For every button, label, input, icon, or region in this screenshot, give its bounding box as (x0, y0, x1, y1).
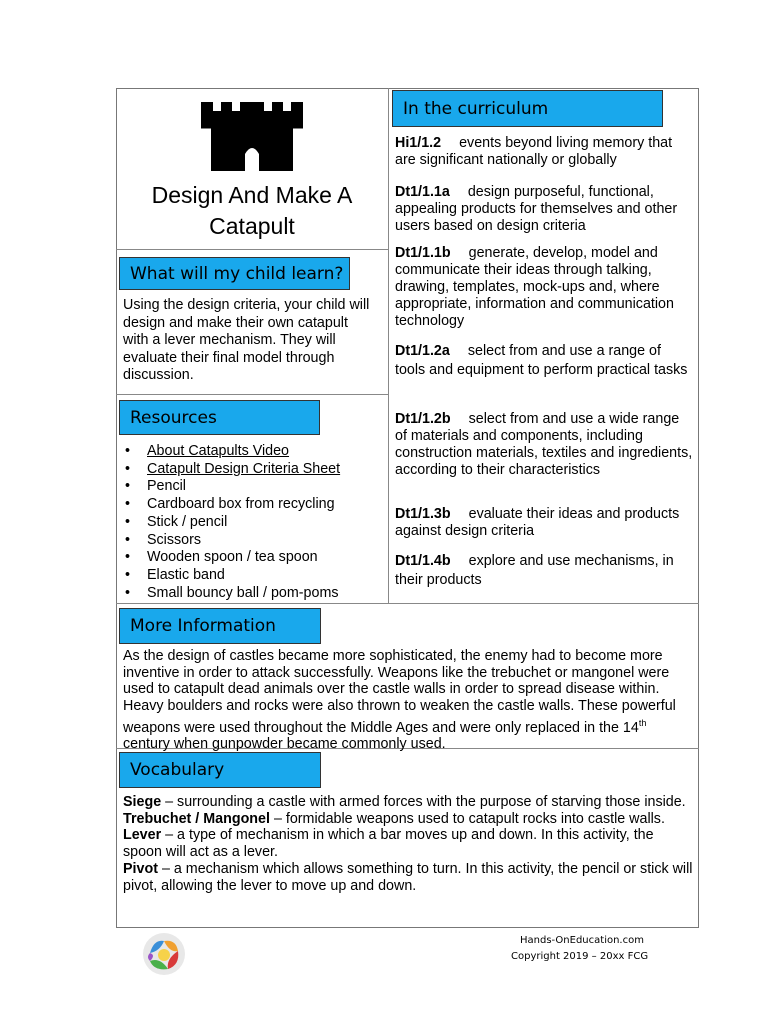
title-divider (116, 249, 388, 250)
resources-divider (116, 603, 699, 604)
list-item: • Cardboard box from recycling (122, 496, 340, 514)
resource-link-criteria-sheet[interactable]: • Catapult Design Criteria Sheet (122, 461, 340, 479)
curriculum-heading: In the curriculum (392, 90, 663, 127)
curriculum-item: Dt1/1.1b generate, develop, model and communicate their ideas through talking, drawing, templates, mock-ups and, where appropriate, information and communication technology (395, 245, 674, 329)
resources-heading: Resources (119, 400, 320, 435)
page-title: Design And Make A Catapult (151, 182, 353, 239)
list-item: • Scissors (122, 532, 340, 550)
vocabulary-entry: Trebuchet / Mangonel – formidable weapons used to catapult rocks into castle walls. (123, 810, 665, 827)
learn-heading: What will my child learn? (119, 257, 350, 290)
curriculum-item: Dt1/1.4b explore and use mechanisms, in their products (395, 553, 674, 588)
vocabulary-entry: Pivot – a mechanism which allows something to turn. In this activity, the pencil or stick will pivot, allowing the lever to move up and down. (123, 860, 693, 894)
curriculum-item: Dt1/1.1a design purposeful, functional, appealing products for themselves and other users based on design criteria (395, 184, 678, 234)
curriculum-item: Dt1/1.3b evaluate their ideas and products against design criteria (395, 506, 680, 539)
vocabulary-entry: Siege – surrounding a castle with armed forces with the purpose of starving those inside. (123, 794, 686, 810)
footer-copyright: Copyright 2019 – 20xx FCG (511, 951, 649, 962)
list-item: • Elastic band (122, 567, 340, 585)
hands-on-education-logo (140, 931, 188, 977)
list-item: • Small bouncy ball / pom-poms (122, 585, 340, 603)
list-item: • Pencil (122, 478, 340, 496)
list-item: • Wooden spoon / tea spoon (122, 549, 340, 567)
vocabulary-entry: Lever – a type of mechanism in which a bar moves up and down. In this activity, the spoon will act as a lever. (123, 827, 654, 861)
resource-link-video[interactable]: • About Catapults Video (122, 443, 340, 461)
learn-text: Using the design criteria, your child will design and make their own catapult with a lever mechanism. They will evaluate their final model through discussion. (123, 297, 370, 383)
learn-divider (116, 394, 388, 395)
curriculum-item: Hi1/1.2 events beyond living memory that are significant nationally or globally (395, 135, 673, 168)
curriculum-item: Dt1/1.2b select from and use a wide range of materials and components, including construction materials, textiles and ingredients, according to their characteristics (395, 411, 693, 478)
column-divider (388, 88, 389, 603)
more-info-text: As the design of castles became more sophisticated, the enemy had to become more inventive in order to attack successfully. Weapons like the trebuchet or mangonel were used to catapult dead animals over the castle walls in order to spread disease within. Heavy boulders and rocks were also thrown to weaken the castle walls. These powerful weapons were used throughout the Middle Ages and were only replaced in the 14th century when gunpowder became commonly used. (123, 648, 676, 753)
castle-icon (201, 102, 303, 171)
resources-list (122, 443, 340, 602)
vocabulary-list (123, 794, 693, 894)
footer-site: Hands-OnEducation.com (520, 935, 644, 946)
list-item: • Stick / pencil (122, 514, 340, 532)
vocabulary-heading: Vocabulary (119, 752, 321, 788)
more-info-heading: More Information (119, 608, 321, 644)
curriculum-item: Dt1/1.2a select from and use a range of tools and equipment to perform practical tasks (395, 343, 688, 378)
